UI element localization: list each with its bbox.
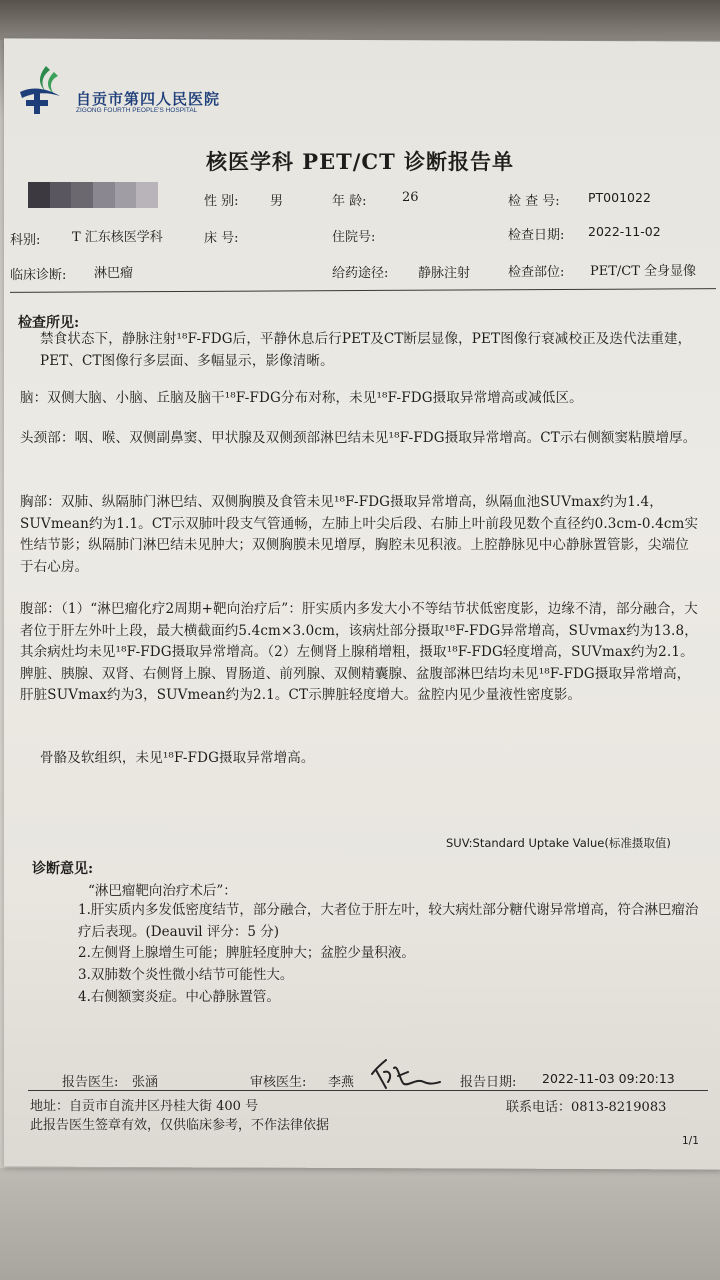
report-date-value: 2022-11-03 09:20:13	[542, 1071, 675, 1086]
photo-background-bottom	[0, 1168, 720, 1280]
clinical-diagnosis-label: 临床诊断:	[10, 268, 67, 283]
opinion-item: 4.右侧额窦炎症。中心静脉置管。	[78, 989, 280, 1005]
footer-disclaimer: 此报告医生签章有效，仅供临床参考，不作法律依据	[30, 1118, 330, 1133]
opinion-item: 2.左侧肾上腺增生可能；脾脏轻度肿大；盆腔少量积液。	[78, 945, 415, 961]
footer-divider	[28, 1090, 708, 1091]
findings-paragraph-1: 禁食状态下，静脉注射¹⁸F-FDG后，平静休息后行PET及CT断层显像，PET图像行衰减校正及迭代法重建，PET、CT图像行多层面、多幅显示，影像清晰。	[40, 331, 692, 369]
opinion-lead: “淋巴瘤靶向治疗术后”：	[88, 883, 237, 899]
dept-label: 科别:	[10, 233, 41, 248]
bed-label: 床 号:	[204, 231, 239, 246]
report-title: 核医学科 PET/CT 诊断报告单	[205, 149, 515, 174]
clinical-diagnosis-value: 淋巴瘤	[94, 266, 134, 281]
findings-paragraph-brain: 脑：双侧大脑、小脑、丘脑及脑干¹⁸F-FDG分布对称，未见¹⁸F-FDG摄取异常增高或减低区。	[20, 390, 583, 406]
redacted-name-mosaic	[28, 182, 158, 208]
findings-paragraph-head-neck: 头颈部：咽、喉、双侧副鼻窦、甲状腺及双侧颈部淋巴结未见¹⁸F-FDG摄取异常增高。CT示右侧额窦粘膜增厚。	[20, 430, 697, 446]
hospital-name-en: ZIGONG FOURTH PEOPLE'S HOSPITAL	[76, 107, 198, 114]
exam-date-label: 检查日期:	[508, 228, 565, 243]
exam-no-label: 检 查 号:	[508, 194, 560, 209]
age-label: 年 龄:	[332, 194, 367, 209]
signature-icon	[364, 1052, 444, 1094]
reviewer-label: 审核医生:	[250, 1075, 307, 1090]
suv-note: SUV:Standard Uptake Value(标准摄取值)	[446, 836, 671, 850]
dept-value: T 汇东核医学科	[72, 230, 163, 245]
route-value: 静脉注射	[418, 266, 471, 281]
page-number: 1/1	[682, 1135, 699, 1147]
route-label: 给药途径:	[332, 266, 389, 281]
hospital-name: 自贡市第四人民医院	[76, 90, 221, 108]
gender-value: 男	[270, 194, 284, 209]
footer-phone: 联系电话：0813-8219083	[506, 1100, 667, 1115]
findings-paragraph-chest: 胸部：双肺、纵隔肺门淋巴结、双侧胸膜及食管未见¹⁸F-FDG摄取异常增高，纵隔血池SUVmax约为1.4，SUVmean约为1.1。CT示双肺叶段支气管通畅，左肺上叶尖后段、右肺上叶前段见数个直径约0.3cm-0.4cm实性结节影；纵隔肺门淋巴结未见肿大；双侧胸膜未见增厚，胸腔未见积液。上腔静脉见中心静脉置管影，尖端位于右心房。	[20, 494, 699, 575]
reporter-name: 张涵	[132, 1075, 159, 1090]
exam-no-value: PT001022	[588, 190, 651, 205]
findings-paragraph-bone: 骨骼及软组织，未见¹⁸F-FDG摄取异常增高。	[40, 750, 315, 766]
reporter-label: 报告医生:	[62, 1075, 119, 1090]
hospital-logo-icon	[16, 62, 68, 120]
photo-background-top	[0, 0, 720, 40]
reviewer-name: 李燕	[328, 1075, 355, 1090]
opinion-item: 3.双肺数个炎性微小结节可能性大。	[78, 967, 294, 983]
opinion-heading: 诊断意见:	[32, 861, 94, 877]
exam-date-value: 2022-11-02	[588, 224, 661, 239]
report-date-label: 报告日期:	[460, 1075, 517, 1090]
age-value: 26	[402, 190, 419, 205]
footer-address: 地址：自贡市自流井区丹桂大街 400 号	[30, 1099, 259, 1114]
opinion-item: 1.肝实质内多发低密度结节，部分融合，大者位于肝左叶，较大病灶部分糖代谢异常增高，符合淋巴瘤治疗后表现。(Deauvil 评分：5 分)	[78, 902, 699, 940]
site-label: 检查部位:	[508, 265, 565, 280]
inpatient-label: 住院号:	[332, 230, 376, 245]
gender-label: 性 别:	[204, 194, 239, 209]
site-value: PET/CT 全身显像	[590, 264, 697, 279]
findings-paragraph-abdomen: 腹部：（1）“淋巴瘤化疗2周期+靶向治疗后”：肝实质内多发大小不等结节状低密度影，边缘不清，部分融合，大者位于肝左外叶上段，最大横截面约5.4cm×3.0cm，该病灶部分摄取¹⁸F-FDG异常增高，SUvmax约为13.8，其余病灶均未见¹⁸F-FDG摄取异常增高。（2）左侧肾上腺稍增粗，摄取¹⁸F-FDG轻度增高，SUVmax约为2.1。脾脏、胰腺、双肾、右侧肾上腺、胃肠道、前列腺、双侧精囊腺、盆腹部淋巴结均未见¹⁸F-FDG摄取异常增高，肝脏SUVmax约为3，SUVmean约为2.1。CT示脾脏轻度增大。盆腔内见少量液性密度影。	[20, 601, 698, 703]
findings-heading: 检查所见:	[18, 315, 80, 331]
